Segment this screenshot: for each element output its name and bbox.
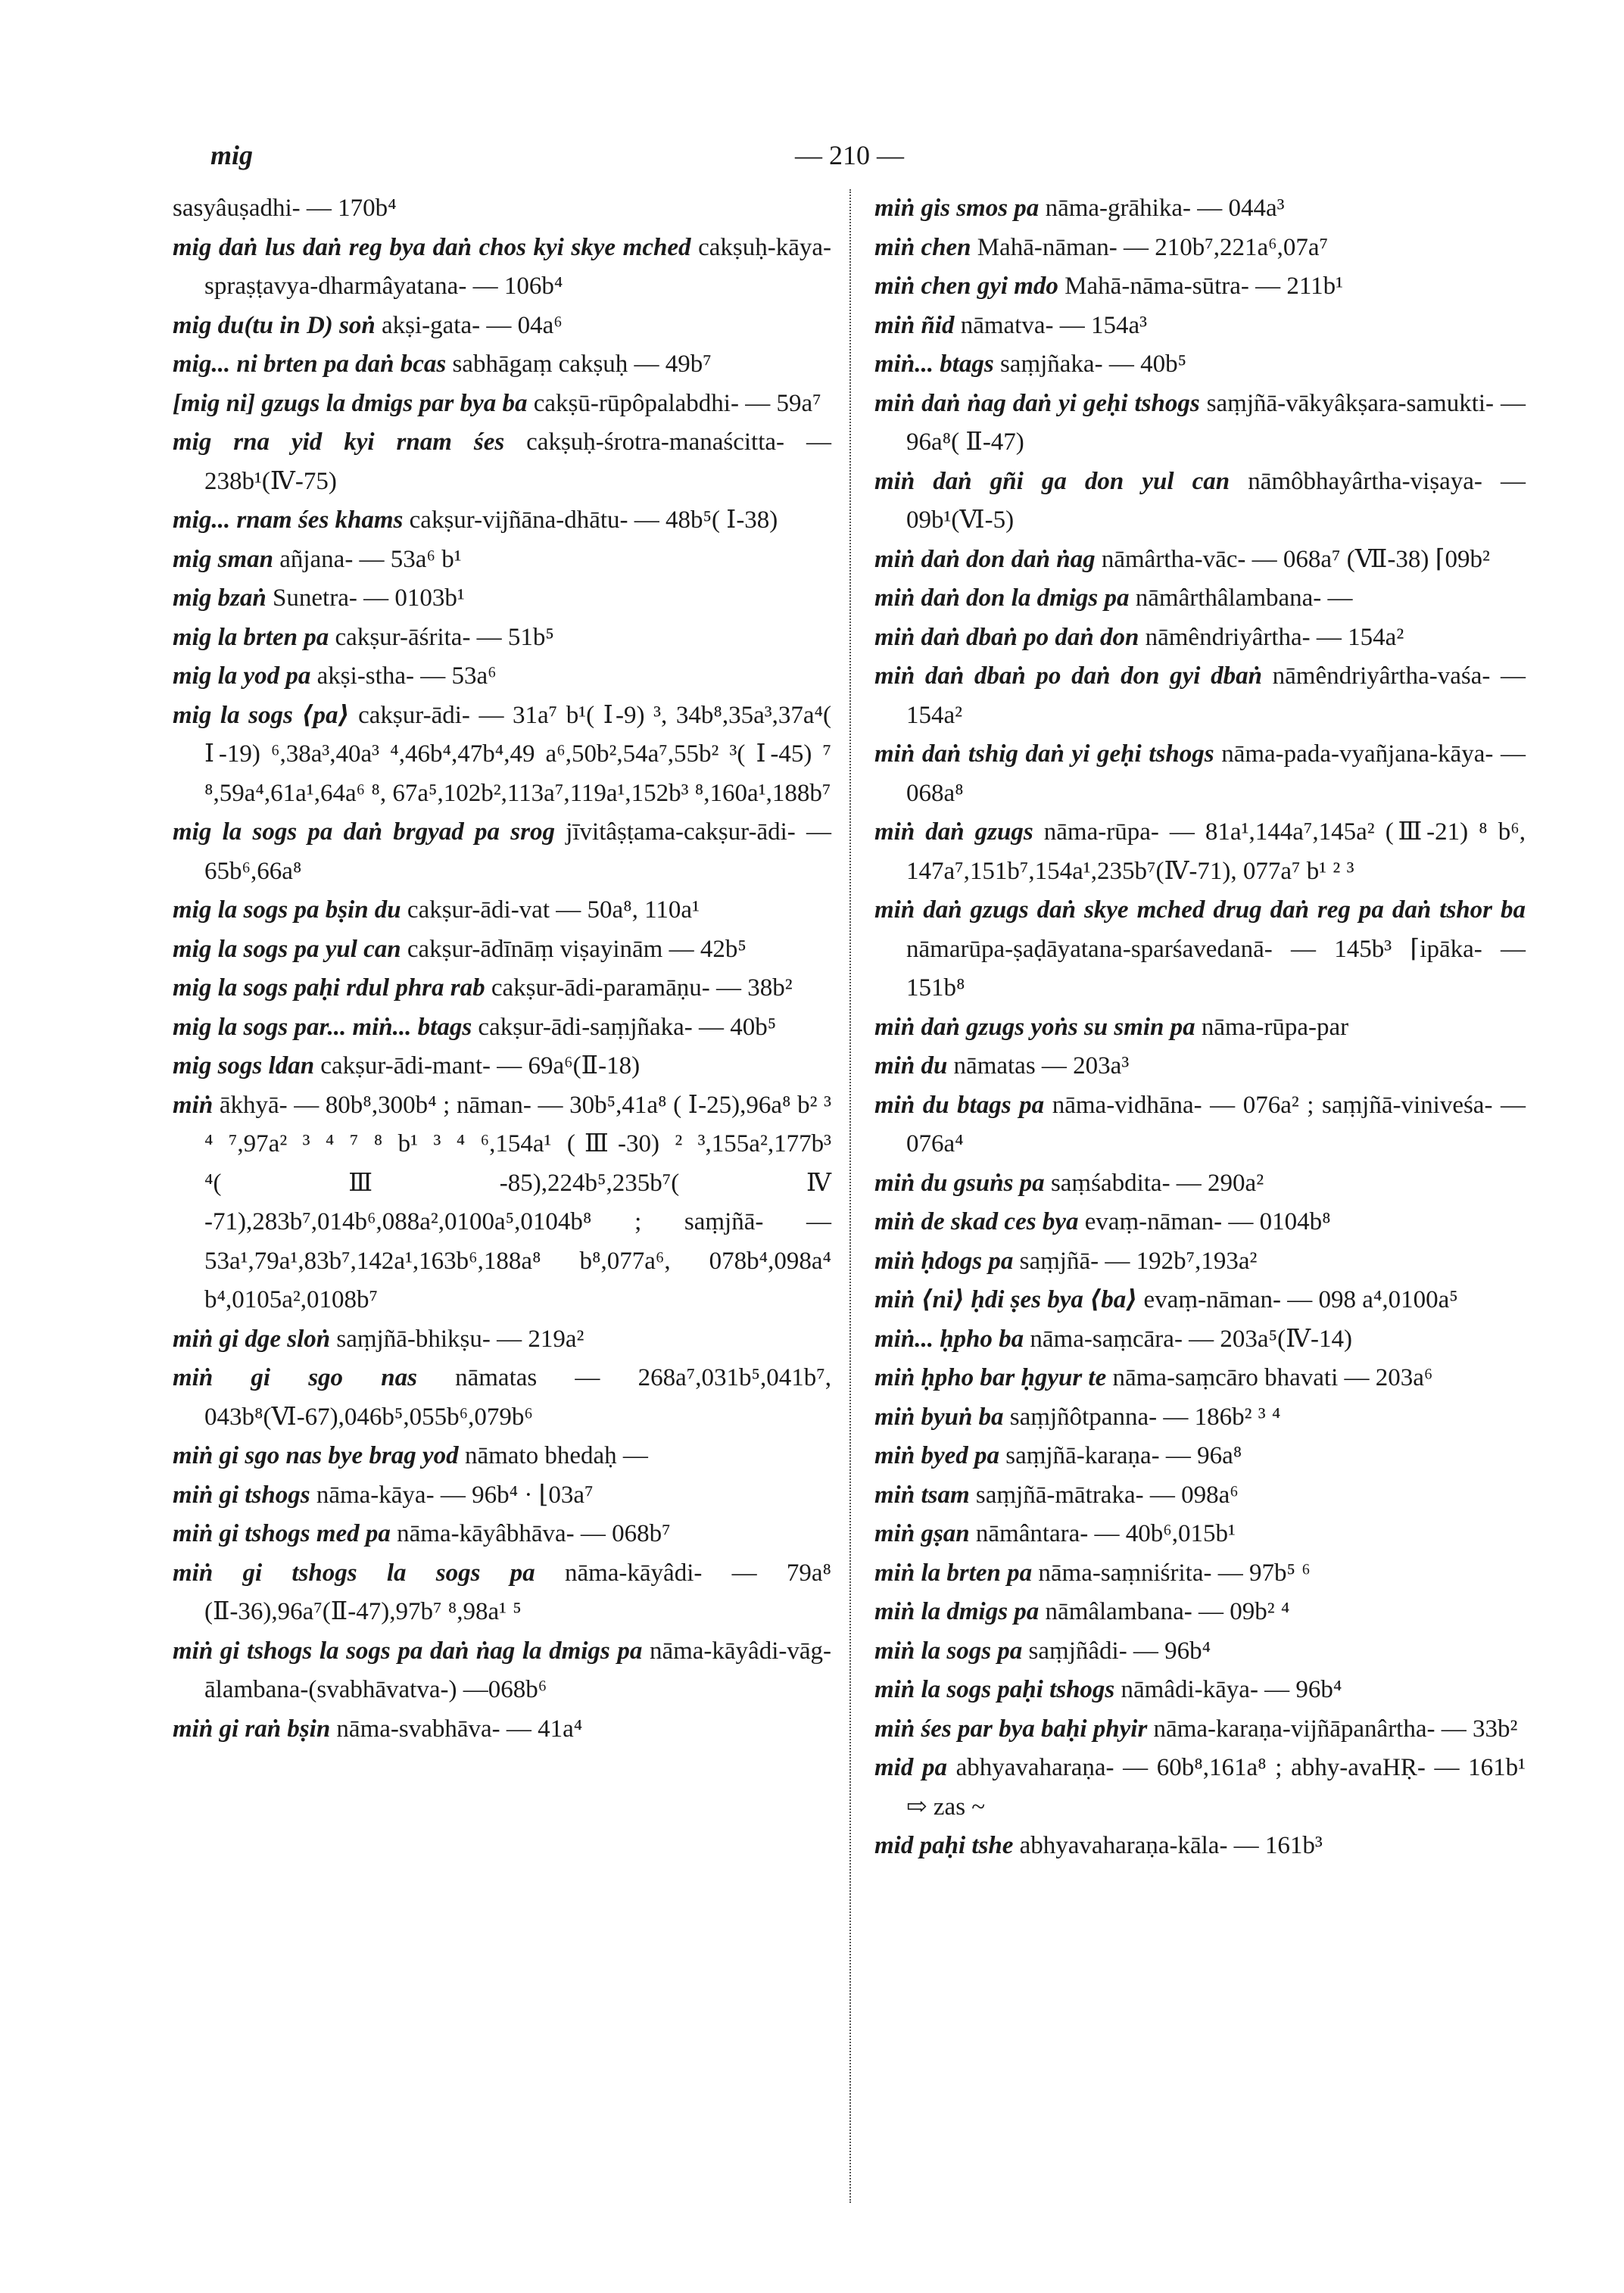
dictionary-entry	[874, 1593, 1526, 1632]
sanskrit-equivalent-and-references: saṃjñaka- — 40b⁵	[999, 350, 1187, 378]
sanskrit-equivalent-and-references: jīvitâṣṭama-cakṣur-ādi- — 65b⁶,66a⁸	[204, 818, 832, 885]
dictionary-entry	[874, 1632, 1526, 1671]
tibetan-headword: miṅ gis smos pa	[874, 195, 1040, 222]
tibetan-headword: mig la sogs par... miṅ... btags	[173, 1013, 472, 1041]
sanskrit-equivalent-and-references: akṣi-stha- — 53a⁶	[316, 662, 497, 690]
tibetan-headword: miṅ daṅ gzugs yoṅs su smin pa	[874, 1013, 1195, 1041]
sanskrit-equivalent-and-references: ākhyā- — 80b⁸,300b⁴ ; nāman- — 30b⁵,41a⁸ ( Ⅰ-25),96a⁸ b² ³ ⁴ ⁷,97a² ³ ⁴ ⁷ ⁸ b¹ ³ ⁴ ⁶,154a¹ (Ⅲ-30) ² ³,155a²,177b³ ⁴(Ⅲ-85),224b⁵,235b⁷(Ⅳ -71),283b⁷,014b⁶,088a²,0100a⁵,0104b⁸ ; saṃjñā- — 53a¹,79a¹,83b⁷,142a¹,163b⁶,188a⁸ b⁸,077a⁶, 078b⁴,098a⁴ b⁴,0105a²,0108b⁷	[204, 1091, 831, 1313]
tibetan-headword: miṅ gi dge sloṅ	[173, 1325, 331, 1353]
tibetan-headword: miṅ chen gyi mdo	[874, 273, 1058, 300]
dictionary-entry	[874, 307, 1526, 346]
dictionary-entry	[173, 1008, 831, 1048]
sanskrit-equivalent-and-references: nāma-vidhāna- — 076a² ; saṃjñā-viniveśa- — 076a⁴	[906, 1091, 1526, 1157]
sanskrit-equivalent-and-references: cakṣuḥ-kāya-spraṣṭavya-dharmâyatana- — 106b⁴	[204, 233, 832, 300]
tibetan-headword: miṅ la brten pa	[874, 1559, 1033, 1587]
sanskrit-equivalent-and-references: nāma-rūpa-par	[1201, 1013, 1349, 1041]
dictionary-entry	[874, 579, 1526, 618]
sanskrit-equivalent-and-references: nāmatas — 268a⁷,031b⁵,041b⁷, 043b⁸(Ⅵ-67),046b⁵,055b⁶,079b⁶	[204, 1364, 831, 1431]
tibetan-headword: miṅ	[173, 1091, 214, 1119]
sanskrit-equivalent-and-references: nāmântara- — 40b⁶,015b¹	[975, 1520, 1236, 1547]
tibetan-headword: miṅ du btags pa	[874, 1091, 1045, 1119]
dictionary-entry	[173, 618, 831, 658]
sanskrit-equivalent-and-references: nāma-kāyâbhāva- — 068b⁷	[397, 1520, 671, 1547]
sanskrit-equivalent-and-references: cakṣur-vijñāna-dhātu- — 48b⁵( Ⅰ-38)	[409, 506, 778, 534]
sanskrit-equivalent-and-references: nāmâdi-kāya- — 96b⁴	[1121, 1676, 1342, 1703]
sanskrit-equivalent-and-references: Sunetra- — 0103b¹	[273, 584, 465, 612]
tibetan-headword: miṅ gṣan	[874, 1520, 970, 1547]
dictionary-entry	[874, 1437, 1526, 1476]
dictionary-entry	[173, 891, 831, 930]
tibetan-headword: mig bzaṅ	[173, 584, 267, 612]
dictionary-entry	[874, 1008, 1526, 1048]
dictionary-entry	[173, 1437, 831, 1476]
sanskrit-equivalent-and-references: saṃjñâdi- — 96b⁴	[1028, 1637, 1211, 1665]
dictionary-entry	[173, 501, 831, 541]
sanskrit-equivalent-and-references: nāma-rūpa- — 81a¹,144a⁷,145a² (Ⅲ-21) ⁸ b⁶, 147a⁷,151b⁷,154a¹,235b⁷(Ⅳ-71), 077a⁷ b¹ ² ³	[906, 818, 1526, 885]
dictionary-entry	[874, 1320, 1526, 1360]
sanskrit-equivalent-and-references: nāmatva- — 154a³	[960, 311, 1148, 339]
dictionary-entry	[173, 345, 831, 385]
dictionary-entry	[874, 1749, 1526, 1827]
dictionary-entry	[173, 1047, 831, 1086]
tibetan-headword: miṅ ñid	[874, 311, 955, 339]
dictionary-entry	[173, 1086, 831, 1320]
sanskrit-equivalent-and-references: abhyavaharaṇa-kāla- — 161b³	[1019, 1832, 1323, 1859]
dictionary-entry	[874, 189, 1526, 229]
sanskrit-equivalent-and-references: akṣi-gata- — 04a⁶	[382, 311, 563, 339]
dictionary-entry	[874, 1203, 1526, 1242]
tibetan-headword: miṅ... btags	[874, 350, 994, 378]
dictionary-entry	[173, 1359, 831, 1437]
tibetan-headword: miṅ byed pa	[874, 1442, 999, 1469]
tibetan-headword: mig... rnam śes khams	[173, 506, 404, 534]
dictionary-entry	[173, 1476, 831, 1516]
tibetan-headword: miṅ ⟨ni⟩ ḥdi ṣes bya ⟨ba⟩	[874, 1286, 1138, 1313]
tibetan-headword: mig la sogs pa daṅ brgyad pa srog	[173, 818, 555, 846]
sanskrit-equivalent-and-references: nāma-karaṇa-vijñāpanârtha- — 33b²	[1153, 1715, 1518, 1743]
tibetan-headword: mig sogs ldan	[173, 1052, 315, 1080]
sanskrit-equivalent-and-references: cakṣur-ādi-paramāṇu- — 38b²	[491, 974, 793, 1002]
dictionary-entry	[173, 541, 831, 580]
tibetan-headword: miṅ du gsuṅs pa	[874, 1169, 1045, 1197]
tibetan-headword: miṅ la dmigs pa	[874, 1598, 1040, 1625]
tibetan-headword: mig daṅ lus daṅ reg bya daṅ chos kyi skye mched	[173, 233, 691, 261]
tibetan-headword: mig rna yid kyi rnam śes	[173, 428, 505, 456]
dictionary-entry	[173, 657, 831, 696]
sanskrit-equivalent-and-references: nāma-grāhika- — 044a³	[1045, 195, 1285, 222]
dictionary-entry	[173, 579, 831, 618]
running-head-keyword: mig	[210, 140, 254, 170]
page-number: — 210 —	[795, 140, 904, 170]
sanskrit-equivalent-and-references: cakṣur-āśrita- — 51b⁵	[335, 623, 554, 651]
tibetan-headword: mig du(tu in D) soṅ	[173, 311, 376, 339]
tibetan-headword: miṅ daṅ tshig daṅ yi geḥi tshogs	[874, 740, 1214, 768]
sanskrit-equivalent-and-references: nāma-kāyâdi-vāg-ālambana-(svabhāvatva-) —068b⁶	[204, 1637, 831, 1703]
dictionary-entry	[874, 657, 1526, 735]
dictionary-entry	[874, 1398, 1526, 1438]
sanskrit-equivalent-and-references: saṃjñā-mātraka- — 098a⁶	[975, 1481, 1239, 1509]
sanskrit-equivalent-and-references: saṃjñôtpanna- — 186b² ³ ⁴	[1009, 1403, 1281, 1431]
tibetan-headword: miṅ gi tshogs	[173, 1481, 310, 1509]
dictionary-entry	[874, 385, 1526, 463]
tibetan-headword: miṅ ḥdogs pa	[874, 1247, 1014, 1275]
tibetan-headword: miṅ daṅ ṅag daṅ yi geḥi tshogs	[874, 389, 1200, 417]
sanskrit-equivalent-and-references: Mahā-nāma-sūtra- — 211b¹	[1064, 273, 1344, 300]
left-column	[173, 189, 831, 1749]
tibetan-headword: miṅ byuṅ ba	[874, 1403, 1004, 1431]
tibetan-headword: miṅ daṅ gzugs	[874, 818, 1033, 846]
tibetan-headword: miṅ gi raṅ bṣin	[173, 1715, 331, 1743]
sanskrit-equivalent-and-references: sasyâuṣadhi- — 170b⁴	[173, 195, 397, 222]
sanskrit-equivalent-and-references: nāmârtha-vāc- — 068a⁷ (Ⅶ-38) ⌈09b²	[1101, 545, 1490, 573]
sanskrit-equivalent-and-references: cakṣur-ādīnāṃ viṣayinām — 42b⁵	[407, 935, 747, 963]
dictionary-entry	[874, 735, 1526, 813]
sanskrit-equivalent-and-references: nāma-pada-vyañjana-kāya- — 068a⁸	[906, 740, 1526, 807]
dictionary-entry	[874, 1359, 1526, 1398]
dictionary-entry	[173, 189, 831, 229]
tibetan-headword: miṅ gi tshogs la sogs pa	[173, 1559, 535, 1587]
sanskrit-equivalent-and-references: nāma-svabhāva- — 41a⁴	[336, 1715, 583, 1743]
tibetan-headword: miṅ ḥpho bar ḥgyur te	[874, 1364, 1107, 1391]
dictionary-entry	[173, 969, 831, 1008]
sanskrit-equivalent-and-references: cakṣur-ādi-mant- — 69a⁶(Ⅱ-18)	[320, 1052, 641, 1080]
dictionary-entry	[173, 1320, 831, 1360]
tibetan-headword: miṅ du	[874, 1052, 948, 1080]
tibetan-headword: miṅ daṅ don daṅ ṅag	[874, 545, 1096, 573]
tibetan-headword: miṅ śes par bya baḥi phyir	[874, 1715, 1148, 1743]
tibetan-headword: miṅ gi sgo nas	[173, 1364, 417, 1391]
tibetan-headword: miṅ la sogs pa	[874, 1637, 1023, 1665]
sanskrit-equivalent-and-references: saṃjñā-vākyâkṣara-samukti- — 96a⁸( Ⅱ-47)	[906, 389, 1526, 456]
dictionary-entry	[173, 930, 831, 970]
sanskrit-equivalent-and-references: nāmato bhedaḥ —	[464, 1442, 648, 1469]
tibetan-headword: miṅ gi sgo nas bye brag yod	[173, 1442, 459, 1469]
sanskrit-equivalent-and-references: cakṣur-ādi-saṃjñaka- — 40b⁵	[478, 1013, 777, 1041]
dictionary-entry	[874, 1476, 1526, 1516]
tibetan-headword: mid pa	[874, 1754, 947, 1781]
tibetan-headword: miṅ daṅ gñi ga don yul can	[874, 467, 1230, 495]
sanskrit-equivalent-and-references: cakṣur-ādi-vat — 50a⁸, 110a¹	[407, 896, 700, 924]
dictionary-entry	[874, 1554, 1526, 1594]
sanskrit-equivalent-and-references: nāmêndriyârtha-vaśa- — 154a²	[906, 662, 1526, 729]
sanskrit-equivalent-and-references: nāmôbhayârtha-viṣaya- — 09b¹(Ⅵ-5)	[906, 467, 1526, 534]
sanskrit-equivalent-and-references: saṃśabdita- — 290a²	[1050, 1169, 1264, 1197]
sanskrit-equivalent-and-references: sabhāgaṃ cakṣuḥ — 49b⁷	[452, 350, 712, 378]
dictionary-entry	[874, 229, 1526, 268]
tibetan-headword: miṅ daṅ dbaṅ po daṅ don	[874, 623, 1139, 651]
tibetan-headword: mig la sogs ⟨pa⟩	[173, 701, 350, 729]
dictionary-entry	[173, 1515, 831, 1554]
sanskrit-equivalent-and-references: nāma-kāya- — 96b⁴ · ⌊03a⁷	[316, 1481, 594, 1509]
tibetan-headword: mig... ni brten pa daṅ bcas	[173, 350, 447, 378]
dictionary-entry	[874, 267, 1526, 307]
dictionary-entry	[874, 1671, 1526, 1710]
dictionary-entry	[874, 1164, 1526, 1204]
sanskrit-equivalent-and-references: nāma-saṃcāro bhavati — 203a⁶	[1112, 1364, 1433, 1391]
sanskrit-equivalent-and-references: nāmârthâlambana- —	[1135, 584, 1353, 612]
sanskrit-equivalent-and-references: añjana- — 53a⁶ b¹	[279, 545, 462, 573]
tibetan-headword: mig la sogs pa bṣin du	[173, 896, 401, 924]
tibetan-headword: mig sman	[173, 545, 273, 573]
dictionary-entry	[173, 1554, 831, 1632]
tibetan-headword: miṅ daṅ don la dmigs pa	[874, 584, 1130, 612]
sanskrit-equivalent-and-references: evaṃ-nāman- — 0104b⁸	[1084, 1208, 1331, 1235]
dictionary-entry	[874, 618, 1526, 658]
dictionary-entry	[874, 541, 1526, 580]
dictionary-entry	[173, 307, 831, 346]
tibetan-headword: mig la sogs pa yul can	[173, 935, 401, 963]
dictionary-entry	[173, 813, 831, 891]
sanskrit-equivalent-and-references: nāma-saṃcāra- — 203a⁵(Ⅳ-14)	[1030, 1325, 1353, 1353]
dictionary-entry	[874, 1827, 1526, 1866]
dictionary-entry	[173, 229, 831, 307]
sanskrit-equivalent-and-references: evaṃ-nāman- — 098 a⁴,0100a⁵	[1143, 1286, 1458, 1313]
dictionary-entry	[173, 1632, 831, 1710]
sanskrit-equivalent-and-references: nāmêndriyârtha- — 154a²	[1145, 623, 1404, 651]
sanskrit-equivalent-and-references: cakṣū-rūpôpalabdhi- — 59a⁷	[533, 389, 821, 417]
tibetan-headword: miṅ daṅ gzugs daṅ skye mched drug daṅ reg pa daṅ tshor ba	[874, 896, 1526, 924]
dictionary-entry	[874, 1281, 1526, 1320]
tibetan-headword: miṅ daṅ dbaṅ po daṅ don gyi dbaṅ	[874, 662, 1262, 690]
tibetan-headword: mig la brten pa	[173, 623, 329, 651]
dictionary-entry	[173, 1710, 831, 1749]
dictionary-entry	[874, 891, 1526, 1008]
right-column	[874, 189, 1526, 1866]
sanskrit-equivalent-and-references: saṃjñā-bhikṣu- — 219a²	[336, 1325, 584, 1353]
dictionary-entry	[874, 1047, 1526, 1086]
tibetan-headword: miṅ gi tshogs la sogs pa daṅ ṅag la dmigs pa	[173, 1637, 643, 1665]
sanskrit-equivalent-and-references: nāmâlambana- — 09b² ⁴	[1045, 1598, 1290, 1625]
dictionary-entry	[874, 1515, 1526, 1554]
tibetan-headword: miṅ tsam	[874, 1481, 970, 1509]
dictionary-entry	[173, 696, 831, 814]
tibetan-headword: miṅ gi tshogs med pa	[173, 1520, 391, 1547]
sanskrit-equivalent-and-references: cakṣur-ādi- — 31a⁷ b¹( Ⅰ-9) ³, 34b⁸,35a³,37a⁴( Ⅰ-19) ⁶,38a³,40a³ ⁴,46b⁴,47b⁴,49 a⁶,50b²,54a⁷,55b² ³( Ⅰ-45) ⁷ ⁸,59a⁴,61a¹,64a⁶ ⁸, 67a⁵,102b²,113a⁷,119a¹,152b³ ⁸,160a¹,188b⁷	[204, 701, 832, 807]
sanskrit-equivalent-and-references: nāma-saṃniśrita- — 97b⁵ ⁶	[1038, 1559, 1311, 1587]
tibetan-headword: miṅ... ḥpho ba	[874, 1325, 1024, 1353]
tibetan-headword: miṅ chen	[874, 233, 971, 261]
sanskrit-equivalent-and-references: cakṣuḥ-śrotra-manaścitta- — 238b¹(Ⅳ-75)	[204, 428, 831, 495]
tibetan-headword: mig la sogs paḥi rdul phra rab	[173, 974, 485, 1002]
sanskrit-equivalent-and-references: Mahā-nāman- — 210b⁷,221a⁶,07a⁷	[977, 233, 1329, 261]
dictionary-entry	[874, 813, 1526, 891]
dictionary-entry	[874, 1242, 1526, 1282]
dictionary-entry	[874, 463, 1526, 541]
tibetan-headword: miṅ la sogs paḥi tshogs	[874, 1676, 1115, 1703]
tibetan-headword: mid paḥi tshe	[874, 1832, 1014, 1859]
column-divider	[849, 189, 851, 2203]
tibetan-headword: miṅ de skad ces bya	[874, 1208, 1079, 1235]
dictionary-entry	[874, 345, 1526, 385]
tibetan-headword: [mig ni] gzugs la dmigs par bya ba	[173, 389, 528, 417]
sanskrit-equivalent-and-references: saṃjñā- — 192b⁷,193a²	[1019, 1247, 1258, 1275]
sanskrit-equivalent-and-references: saṃjñā-karaṇa- — 96a⁸	[1005, 1442, 1242, 1469]
sanskrit-equivalent-and-references: nāma-kāyâdi- — 79a⁸ (Ⅱ-36),96a⁷(Ⅱ-47),97b⁷ ⁸,98a¹ ⁵	[204, 1559, 832, 1625]
dictionary-entry	[874, 1710, 1526, 1749]
dictionary-entry	[173, 423, 831, 501]
sanskrit-equivalent-and-references: abhyavaharaṇa- — 60b⁸,161a⁸ ; abhy-avaHṚ- — 161b¹ ⇨ zas ~	[906, 1754, 1526, 1821]
dictionary-entry	[173, 385, 831, 424]
sanskrit-equivalent-and-references: nāmarūpa-ṣaḍāyatana-sparśavedanā- — 145b³ ⌈ipāka- — 151b⁸	[906, 935, 1526, 1002]
sanskrit-equivalent-and-references: nāmatas — 203a³	[953, 1052, 1130, 1080]
dictionary-entry	[874, 1086, 1526, 1164]
tibetan-headword: mig la yod pa	[173, 662, 311, 690]
